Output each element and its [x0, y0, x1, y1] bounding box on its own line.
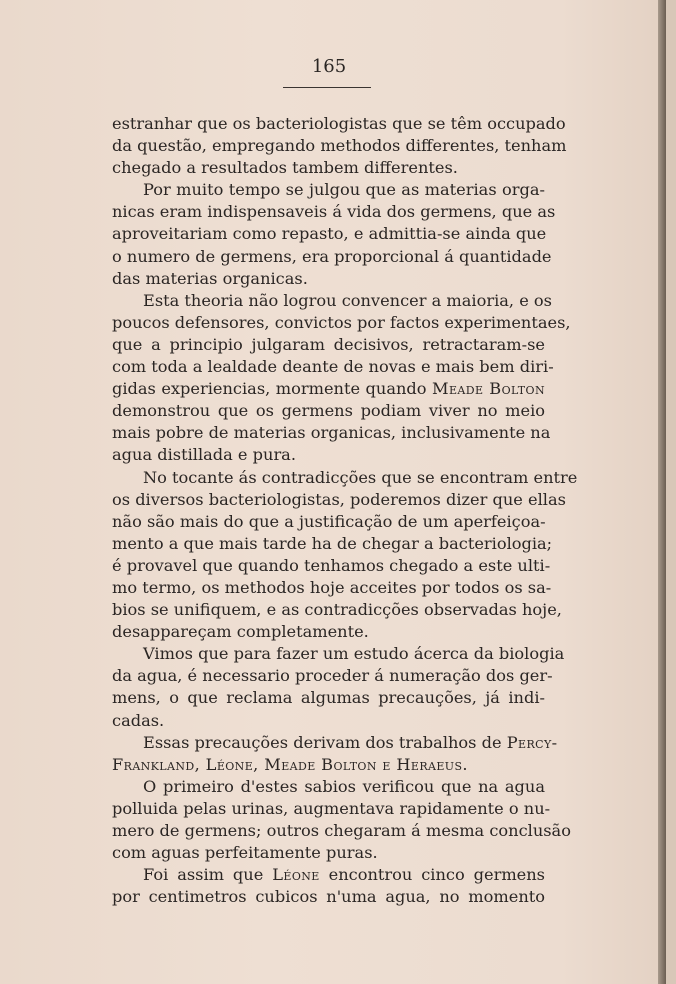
author-name: Léone [272, 865, 320, 885]
text-line: com aguas perfeitamente puras. [112, 843, 378, 863]
text-line: desappareçam completamente. [112, 622, 369, 642]
text-line: estranhar que os bacteriologistas que se têm occupado [112, 114, 566, 133]
text-line: mero de germens; outros chegaram á mesma conclusão [112, 821, 571, 840]
text-line: aproveitariam como repasto, e admittia-se ainda que [112, 224, 547, 244]
text-line: mo termo, os methodos hoje acceites por todos os sa- [112, 577, 552, 597]
text-line: não são mais do que a justificação de um aperfeiçoa- [112, 511, 546, 531]
text-line: das materias organicas. [112, 268, 308, 288]
text-line: por centimetros cubicos n'uma agua, no momento [112, 887, 545, 907]
text-line: Frankland, Léone, Meade Bolton e Heraeus. [112, 754, 468, 774]
page-edge-shadow [658, 0, 666, 984]
text-line: bios se unifiquem, e as contradicções observadas hoje, [112, 600, 562, 620]
text-line: que a principio julgaram decisivos, retractaram-se [112, 334, 545, 354]
text-line: polluida pelas urinas, augmentava rapidamente o nu- [112, 798, 551, 818]
text-line: nicas eram indispensaveis á vida dos germens, que as [112, 202, 556, 222]
page-number-rule [283, 87, 371, 88]
page-number: 165 [311, 56, 347, 77]
text-line: mais pobre de materias organicas, inclusivamente na [112, 423, 551, 443]
author-name: Percy- [506, 732, 558, 752]
author-names: Frankland, Léone, Meade Bolton e Heraeus [112, 754, 463, 774]
text-line: da questão, empregando methodos differentes, tenham [112, 136, 567, 156]
body-text [112, 113, 578, 908]
text-line: O primeiro d'estes sabios verificou que na agua [143, 776, 545, 796]
text-line: gidas experiencias, mormente quando Meade Bolton [112, 379, 545, 399]
text-line: da agua, é necessario proceder á numeração dos ger- [112, 666, 553, 686]
text-line: Esta theoria não logrou convencer a maioria, e os [143, 290, 552, 310]
text-line: Vimos que para fazer um estudo ácerca da biologia [143, 644, 565, 664]
text-line: No tocante ás contradicções que se encontram entre [143, 467, 578, 487]
text-line: é provavel que quando tenhamos chegado a este ulti- [112, 555, 551, 575]
text-line: poucos defensores, convictos por factos experimentaes, [112, 312, 571, 332]
text-line: os diversos bacteriologistas, poderemos dizer que ellas [112, 489, 566, 509]
text-line: Foi assim que Léone encontrou cinco germens [143, 865, 545, 885]
text-line: agua distillada e pura. [112, 445, 296, 465]
text-line: mento a que mais tarde ha de chegar a bacteriologia; [112, 533, 553, 553]
author-name: Meade Bolton [432, 379, 545, 399]
text-line: mens, o que reclama algumas precauções, já indi- [112, 688, 545, 708]
text-line: com toda a lealdade deante de novas e mais bem diri- [112, 357, 554, 377]
text-line: chegado a resultados tambem differentes. [112, 158, 458, 178]
text-line: Essas precauções derivam dos trabalhos de Percy- [143, 732, 558, 752]
text-line: demonstrou que os germens podiam viver no meio [112, 401, 545, 421]
page-edge [666, 0, 676, 984]
text-line: o numero de germens, era proporcional á quantidade [112, 246, 552, 266]
text-line: cadas. [112, 710, 165, 730]
text-line: Por muito tempo se julgou que as materias orga- [143, 180, 545, 200]
